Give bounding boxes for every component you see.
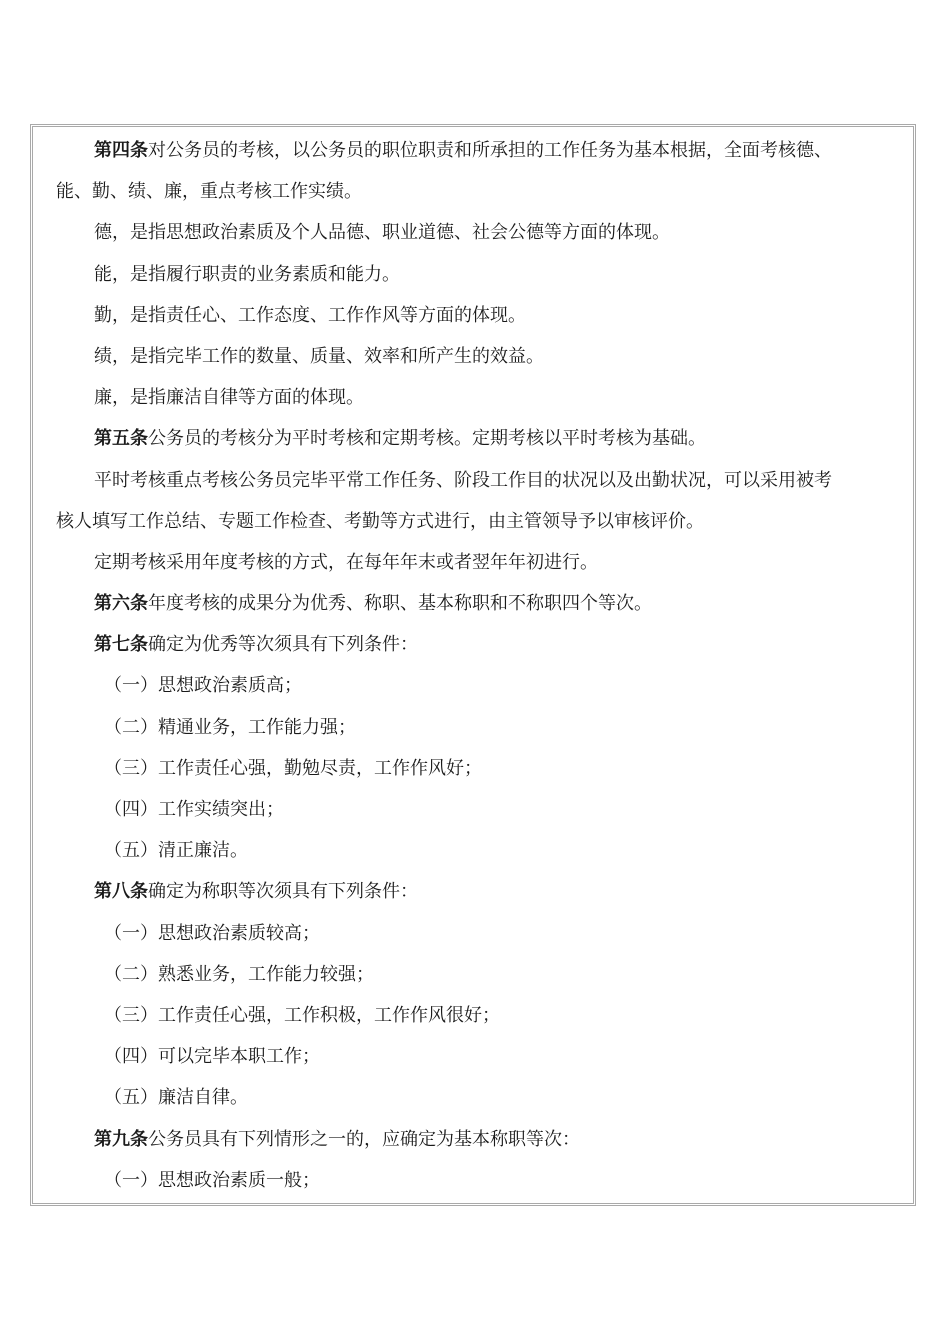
- line-text: 廉，是指廉洁自律等方面的体现。: [94, 387, 364, 409]
- article-paragraph: [56, 130, 894, 212]
- line-text: 公务员的考核分为平时考核和定期考核。定期考核以平时考核为基础。: [148, 428, 706, 450]
- line-text: （二）熟悉业务，工作能力较强；: [104, 963, 374, 985]
- text-line: [56, 542, 894, 583]
- article-paragraph: [56, 871, 894, 912]
- text-line: [56, 871, 894, 912]
- text-line: [56, 624, 894, 665]
- list-item: [56, 748, 894, 789]
- article-number: 第六条: [94, 593, 148, 615]
- text-line: [56, 913, 894, 954]
- text-line: [56, 707, 894, 748]
- article-number: 第五条: [94, 428, 148, 450]
- text-line: [56, 995, 894, 1036]
- list-item: [56, 954, 894, 995]
- text-line: [56, 460, 894, 501]
- text-line: [56, 583, 894, 624]
- text-line: [56, 212, 894, 253]
- article-paragraph: [56, 418, 894, 459]
- line-text: （四）工作实绩突出；: [104, 799, 284, 820]
- list-item: [56, 1160, 894, 1201]
- line-text: （四）可以完毕本职工作；: [104, 1046, 320, 1068]
- line-text: 平时考核重点考核公务员完毕平常工作任务、阶段工作目的状况以及出勤状况，可以采用被考: [94, 469, 832, 491]
- text-line: [56, 665, 894, 706]
- line-text: （二）精通业务，工作能力强；: [104, 716, 356, 738]
- list-item: [56, 789, 894, 830]
- text-line: [56, 130, 894, 171]
- list-item: [56, 665, 894, 706]
- text-line: [56, 1119, 894, 1160]
- text-line: [56, 1036, 894, 1077]
- article-paragraph: [56, 624, 894, 665]
- text-line: [56, 377, 894, 418]
- article-number: 第七条: [94, 634, 148, 656]
- line-text: 德，是指思想政治素质及个人品德、职业道德、社会公德等方面的体现。: [94, 222, 670, 244]
- line-text: 确定为优秀等次须具有下列条件：: [148, 634, 418, 656]
- text-line: [56, 1160, 894, 1201]
- text-line: [56, 1077, 894, 1118]
- line-text: （一）思想政治素质高；: [104, 675, 302, 697]
- text-line: [56, 418, 894, 459]
- article-paragraph: [56, 583, 894, 624]
- paragraph: [56, 212, 894, 253]
- list-item: [56, 1036, 894, 1077]
- text-line: [56, 171, 894, 212]
- article-number: 第八条: [94, 881, 148, 903]
- text-line: [56, 501, 894, 542]
- line-text: 核人填写工作总结、专题工作检查、考勤等方式进行，由主管领导予以审核评价。: [56, 510, 704, 532]
- line-text: （三）工作责任心强，勤勉尽责，工作作风好；: [104, 757, 482, 779]
- article-paragraph: [56, 1119, 894, 1160]
- line-text: 能、勤、绩、廉，重点考核工作实绩。: [56, 181, 362, 203]
- paragraph: [56, 377, 894, 418]
- article-number: 第九条: [94, 1128, 148, 1150]
- line-text: （一）思想政治素质较高；: [104, 922, 320, 944]
- text-line: [56, 295, 894, 336]
- document-body: [56, 130, 894, 1201]
- paragraph: [56, 254, 894, 295]
- text-line: [56, 954, 894, 995]
- text-line: [56, 830, 894, 871]
- list-item: [56, 830, 894, 871]
- list-item: [56, 995, 894, 1036]
- text-line: [56, 748, 894, 789]
- paragraph: [56, 460, 894, 542]
- line-text: 勤，是指责任心、工作态度、工作作风等方面的体现。: [94, 304, 526, 326]
- line-text: （三）工作责任心强，工作积极，工作作风很好；: [104, 1004, 500, 1026]
- line-text: （五）清正廉洁。: [104, 840, 248, 862]
- list-item: [56, 913, 894, 954]
- paragraph: [56, 336, 894, 377]
- paragraph: [56, 542, 894, 583]
- text-line: [56, 789, 894, 830]
- line-text: 定期考核采用年度考核的方式，在每年年末或者翌年年初进行。: [94, 551, 598, 573]
- text-line: [56, 254, 894, 295]
- line-text: 绩，是指完毕工作的数量、质量、效率和所产生的效益。: [94, 345, 544, 367]
- line-text: 确定为称职等次须具有下列条件：: [148, 881, 418, 903]
- line-text: （五）廉洁自律。: [104, 1087, 248, 1109]
- line-text: 能，是指履行职责的业务素质和能力。: [94, 263, 400, 285]
- line-text: 公务员具有下列情形之一的，应确定为基本称职等次：: [148, 1128, 580, 1150]
- line-text: （一）思想政治素质一般；: [104, 1169, 320, 1191]
- text-line: [56, 336, 894, 377]
- list-item: [56, 707, 894, 748]
- list-item: [56, 1077, 894, 1118]
- article-number: 第四条: [94, 140, 148, 161]
- paragraph: [56, 295, 894, 336]
- line-text: 年度考核的成果分为优秀、称职、基本称职和不称职四个等次。: [148, 593, 652, 615]
- line-text: 对公务员的考核，以公务员的职位职责和所承担的工作任务为基本根据，全面考核德、: [148, 140, 832, 161]
